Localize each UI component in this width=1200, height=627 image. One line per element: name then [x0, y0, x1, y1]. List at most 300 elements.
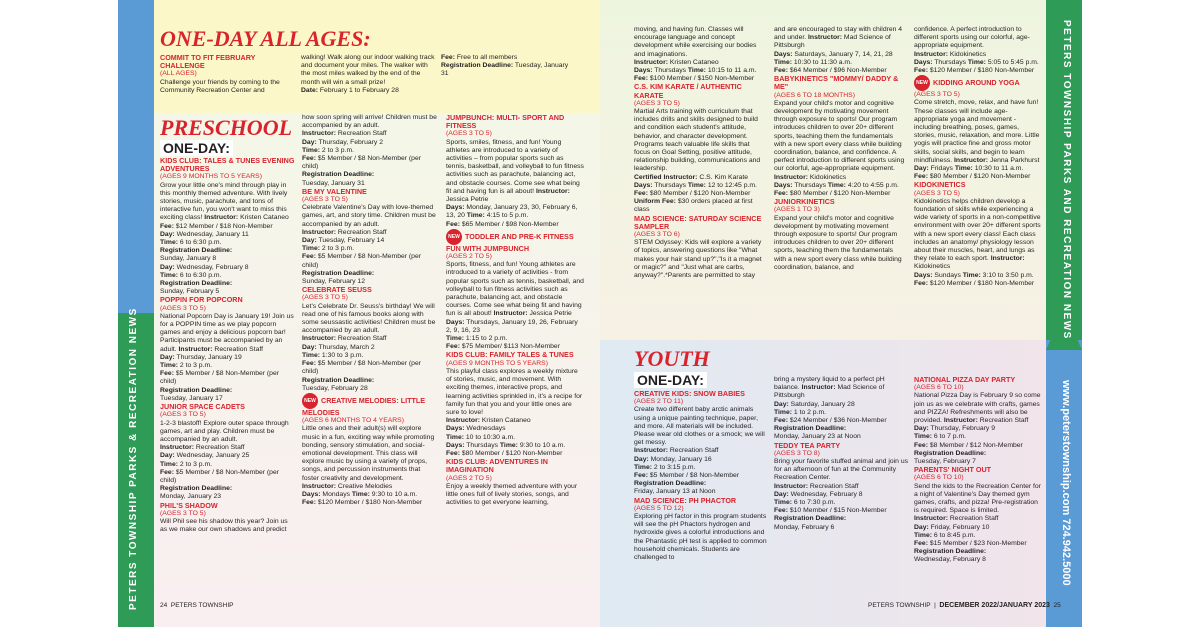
detail-label: Days:: [446, 425, 465, 433]
new-badge-icon: NEW: [302, 393, 318, 409]
detail-label: Registration Deadline:: [302, 376, 375, 384]
detail-label: Instructor:: [302, 130, 336, 138]
detail-label: Days:: [634, 181, 653, 189]
heading-one-day-preschool: ONE-DAY:: [160, 140, 233, 156]
right-col-2: [774, 26, 906, 336]
program-title: [914, 181, 1042, 189]
detail-value: 1:15 to 2 p.m.: [465, 335, 508, 343]
program-title: [160, 54, 296, 70]
detail-label: Fee:: [914, 279, 928, 287]
detail-value: Recreation Staff: [214, 345, 264, 353]
program-detail: [446, 261, 584, 318]
detail-value: Thursdays: [466, 441, 499, 449]
program-detail: [302, 270, 438, 278]
detail-label: Instructor:: [178, 345, 213, 353]
program-detail: [774, 100, 906, 174]
detail-value: 9:30 to 10 a.m.: [371, 490, 418, 498]
program-title: [914, 75, 1042, 91]
program-detail: [302, 491, 438, 499]
age-range: (AGES 9 MONTHS TO 5 YEARS): [160, 173, 262, 181]
detail-value: This playful class explores a weekly mixture of stories, music, and movement. With exciting themes, interactive props, and learning activities sprinkled in, it's a recipe for family fun that you and your little ones are sure to love!: [446, 367, 583, 416]
heading-one-day-all-ages: ONE-DAY ALL AGES:: [160, 26, 371, 51]
program-detail: [774, 483, 908, 491]
right-col-1: [634, 26, 766, 336]
detail-label: Instructor:: [634, 58, 668, 66]
program-title: [774, 75, 906, 91]
detail-value: Saturday, January 28: [790, 400, 855, 408]
detail-label: Time:: [466, 212, 485, 220]
age-range: (AGES 3 TO 5): [160, 509, 206, 517]
detail-label: Fee:: [446, 449, 460, 457]
detail-label: Day:: [160, 230, 175, 238]
program-detail: [302, 237, 438, 245]
program-title: [634, 83, 766, 99]
program-detail: [160, 182, 296, 223]
detail-label: Time:: [954, 165, 973, 173]
program-detail: [914, 548, 1042, 556]
detail-value: Expand your child's motor and cognitive development by motivating movement through exposure to sports! Our program introduces children to over 20+ different sports, teaching them the fundamentals with a new sport every class while building coordination, balance, and confidence. A perfect introduction to different sports using our colorful, age-appropriate equipment.: [774, 99, 905, 173]
detail-value: Sundays: [934, 271, 961, 279]
detail-label: Instructor:: [446, 417, 480, 425]
detail-value: Tuesday, February 14: [318, 237, 385, 245]
age-range: (AGES 1 TO 3): [774, 206, 820, 214]
detail-label: Fee:: [914, 540, 928, 548]
program-detail: [301, 54, 435, 87]
detail-value: Monday, January 23 at Noon: [774, 433, 861, 441]
program-title: [446, 458, 584, 474]
detail-label: Instructor:: [990, 255, 1025, 263]
age-range: (AGES 3 TO 6): [634, 231, 680, 239]
program-title: [914, 466, 1042, 474]
detail-value: Tuesday, January 31: [302, 179, 365, 187]
program-detail: [774, 26, 906, 51]
age-range: (AGES 2 TO 5): [446, 474, 492, 482]
detail-label: Fee:: [774, 67, 788, 75]
detail-value: 1 to 2 p.m.: [793, 408, 827, 416]
program-detail: [774, 458, 908, 483]
program-title-text: BE MY VALENTINE: [302, 186, 367, 196]
program-detail: [774, 491, 908, 499]
program-detail: [302, 344, 438, 352]
heading-youth: YOUTH: [634, 346, 710, 371]
program-title-text: JUNIOR SPACE CADETS: [160, 402, 245, 412]
detail-value: 6 to 8:45 p.m.: [933, 531, 976, 539]
detail-value: $5 Member / $8 Non-Member (per child): [302, 253, 421, 269]
program-detail: [914, 392, 1042, 425]
detail-value: and are encouraged to stay with children 4 and under.: [774, 26, 903, 42]
detail-value: Recreation Staff: [669, 447, 719, 455]
detail-label: Time:: [827, 181, 846, 189]
detail-label: Days:: [446, 204, 465, 212]
detail-label: Registration Deadline:: [160, 485, 233, 493]
detail-value: Recreation Staff: [809, 482, 859, 490]
detail-label: Fee:: [774, 507, 788, 515]
detail-label: Fee:: [302, 360, 316, 368]
program-detail: [914, 524, 1042, 532]
detail-value: $80 Member / $120 Non-Member: [789, 190, 891, 198]
age-range: (AGES 3 TO 5): [160, 411, 206, 419]
detail-label: Time:: [967, 58, 986, 66]
program-detail: [634, 464, 768, 472]
detail-label: Uniform Fee:: [634, 198, 676, 206]
program-detail: [774, 59, 906, 67]
program-detail: [302, 139, 438, 147]
detail-value: $120 Member / $180 Non-Member: [929, 279, 1035, 287]
program-detail: [302, 130, 438, 138]
detail-label: Instructor:: [774, 173, 808, 181]
program-detail: [774, 515, 908, 523]
detail-value: Mad Science of Pittsburgh: [774, 384, 885, 400]
detail-label: Fee:: [160, 222, 174, 230]
program-detail: [446, 319, 584, 335]
program-title-text: KIDS CLUB: FAMILY TALES & TUNES: [446, 350, 574, 360]
detail-value: Jessica Petrie: [529, 310, 572, 318]
program-detail: [914, 450, 1042, 458]
program-detail: [160, 239, 296, 247]
program-detail: [160, 354, 296, 362]
detail-label: Fee:: [160, 370, 174, 378]
program-title-text: JUNIORKINETICS: [774, 197, 835, 207]
detail-label: Registration Deadline:: [160, 386, 233, 394]
detail-value: Kidokinetics: [914, 263, 951, 271]
program-detail: [634, 239, 766, 280]
program-detail: [302, 155, 438, 171]
all-ages-col-2: [301, 54, 435, 110]
age-range: (ALL AGES): [160, 70, 197, 78]
detail-value: $5 Member / $8 Non-Member (per child): [302, 155, 421, 171]
detail-label: Time:: [302, 146, 321, 154]
detail-value: National Pizza Day is February 9 so come join us as we celebrate with crafts, games and PIZZA! Refreshments will also be provided.: [914, 392, 1041, 425]
detail-value: $80 Member / $120 Non-Member: [929, 173, 1031, 181]
detail-label: Instructor:: [160, 444, 194, 452]
all-ages-col-3: [441, 54, 575, 110]
program-detail: [914, 532, 1042, 540]
program-detail: [634, 480, 768, 488]
detail-label: Registration Deadline:: [160, 247, 233, 255]
program-title: [302, 188, 438, 196]
age-range: (AGES 9 MONTHS TO 5 YEARS): [446, 359, 548, 367]
program-detail: [160, 461, 296, 469]
detail-value: 10:30 to 11:30 a.m.: [793, 58, 852, 66]
detail-label: Fee:: [302, 499, 316, 507]
detail-label: Time:: [634, 463, 653, 471]
program-title-text: PARENTS' NIGHT OUT: [914, 465, 992, 475]
detail-label: Certified Instructor:: [634, 173, 698, 181]
program-title-text: C.S. KIM KARATE / AUTHENTIC KARATE: [634, 82, 742, 100]
program-detail: [302, 114, 438, 130]
detail-label: Time:: [160, 271, 179, 279]
detail-value: Little ones and their adult(s) will explore music in a fun, exciting way while promoting bonding, sensory stimulation, and social-emotional development. This class will explore music by using a variety of props, songs, and percussion instruments that foster creativity and development.: [302, 425, 435, 482]
detail-value: 2 to 3 p.m.: [321, 146, 355, 154]
detail-label: Fee:: [634, 190, 648, 198]
detail-value: C.S. Kim Karate: [699, 173, 749, 181]
preschool-col-1: [160, 157, 296, 597]
detail-value: Recreation Staff: [337, 228, 387, 236]
age-range: (AGES 3 TO 5): [914, 189, 960, 197]
detail-label: Day:: [302, 237, 317, 245]
program-detail: [160, 223, 296, 231]
program-title-text: BABYKINETICS "MOMMY/ DADDY & ME": [774, 74, 899, 92]
detail-value: $8 Member / $12 Non-Member: [929, 441, 1023, 449]
detail-value: 12 to 12:45 p.m.: [707, 181, 757, 189]
program-title: [774, 442, 908, 450]
detail-value: Exploring pH factor in this program students will see the pH Phactors hydrogen and hydroxide gives a colorful introductions and the Phantastic pH test is applied to common household chemicals. Students are challenged to: [634, 513, 767, 562]
program-title: [446, 229, 584, 253]
program-detail: [774, 524, 908, 532]
program-detail: [914, 433, 1042, 441]
detail-label: Time:: [687, 181, 706, 189]
program-title-text: CREATIVE MELODIES: LITTLE MELODIES: [302, 395, 426, 417]
detail-value: 2 to 3 p.m.: [321, 245, 355, 253]
detail-value: Monday, February 6: [774, 523, 835, 531]
issue-date: DECEMBER 2022/JANUARY 2023: [939, 602, 1050, 609]
program-detail: [160, 231, 296, 239]
program-detail: [302, 253, 438, 269]
detail-value: Thursday, March 2: [318, 343, 375, 351]
program-detail: [446, 442, 584, 450]
detail-value: Celebrate Valentine's Day with love-themed games, art, and story time. Children must be accompanied by an adult.: [302, 204, 436, 228]
age-range: (AGES 3 TO 5): [634, 99, 680, 107]
detail-label: Registration Deadline:: [774, 425, 847, 433]
program-detail: [914, 26, 1042, 51]
detail-value: $12 Member / $18 Non-Member: [175, 222, 273, 230]
program-detail: [914, 165, 1042, 173]
detail-label: Instructor:: [914, 50, 948, 58]
detail-value: Kidokinetics: [809, 173, 847, 181]
detail-value: Thursdays: [934, 58, 967, 66]
detail-value: $120 Member / $180 Non-Member: [929, 67, 1035, 75]
detail-label: Time:: [914, 433, 933, 441]
detail-value: Free to all members: [456, 54, 518, 61]
detail-label: Fee:: [774, 190, 788, 198]
program-detail: [160, 370, 296, 386]
program-title-text: CELEBRATE SEUSS: [302, 285, 372, 295]
left-page-number: 24: [160, 602, 168, 609]
detail-label: Fee:: [634, 75, 648, 83]
program-detail: [914, 280, 1042, 288]
program-detail: [446, 425, 584, 433]
detail-value: National Popcorn Day is January 19! Join us for a POPPIN time as we play popcorn games and enjoy a delicious popcorn bar! Participants must be accompanied by an adult.: [160, 312, 294, 353]
detail-label: Day:: [914, 523, 929, 531]
program-detail: [774, 376, 908, 401]
detail-label: Days:: [914, 271, 933, 279]
detail-value: $80 Member / $120 Non-Member: [649, 190, 751, 198]
detail-value: Thursday, February 9: [930, 425, 995, 433]
program-detail: [634, 513, 768, 562]
detail-value: Mondays: [322, 490, 350, 498]
program-detail: [302, 385, 438, 393]
program-title-text: CREATIVE KIDS: SNOW BABIES: [634, 390, 745, 398]
detail-label: Day:: [160, 263, 175, 271]
detail-label: Time:: [774, 58, 793, 66]
program-detail: [914, 198, 1042, 272]
detail-value: $75 Member/ $113 Non-Member: [461, 343, 560, 351]
detail-value: Monday, January 23: [160, 493, 222, 501]
program-detail: [302, 499, 438, 507]
program-title-text: JUMPBUNCH: MULTI- SPORT AND FITNESS: [446, 114, 565, 131]
detail-value: Friday, February 10: [930, 523, 990, 531]
detail-value: Recreation Staff: [337, 130, 387, 138]
age-range: (AGES 6 TO 18 MONTHS): [774, 91, 855, 99]
program-detail: [160, 79, 296, 95]
detail-value: $5 Member / $8 Non-Member (per child): [160, 370, 279, 386]
program-detail: [160, 272, 296, 280]
detail-value: February 1 to February 28: [319, 86, 399, 94]
program-detail: [302, 147, 438, 155]
program-detail: [914, 99, 1042, 165]
detail-label: Days:: [774, 181, 793, 189]
detail-label: Time:: [774, 408, 793, 416]
detail-value: 6 to 7:30 p.m.: [793, 499, 836, 507]
program-title: [160, 296, 296, 304]
program-detail: [774, 215, 906, 272]
detail-value: Wednesday, February 8: [914, 556, 986, 564]
detail-label: Days:: [914, 58, 933, 66]
detail-label: Days:: [302, 490, 321, 498]
preschool-col-3: [446, 114, 584, 598]
detail-value: Come stretch, move, relax, and have fun! These classes will include age-appropriate yoga and movement -including breathing, poses, games, stories, music, relaxation, and more. Little yogis will practice fine and gross motor skills, social skills, and begin to learn mindfulness.: [914, 99, 1040, 164]
heading-preschool: PRESCHOOL: [160, 115, 293, 140]
detail-value: 6 to 6:30 p.m.: [179, 271, 222, 279]
program-detail: [914, 540, 1042, 548]
detail-label: Registration Deadline:: [634, 480, 707, 488]
program-detail: [160, 469, 296, 485]
detail-value: 2 to 3 p.m.: [179, 362, 213, 370]
program-title: [634, 497, 768, 505]
program-title: [160, 502, 296, 510]
detail-label: Fee:: [441, 54, 455, 61]
program-title-text: POPPIN FOR POPCORN: [160, 295, 243, 305]
detail-label: Fee:: [446, 220, 460, 228]
detail-value: 2 to 3:15 p.m.: [653, 463, 696, 471]
program-title: [302, 393, 438, 417]
program-detail: [634, 472, 768, 480]
detail-value: moving, and having fun. Classes will encourage language and concept development while exercising our bodies and imaginations.: [634, 26, 757, 58]
detail-value: Enjoy a weekly themed adventure with your little ones full of lively stories, songs, and activities to get everyone learning,: [446, 482, 578, 507]
age-range: (AGES 3 TO 5): [302, 294, 348, 302]
program-detail: [302, 171, 438, 179]
detail-label: Instructor:: [801, 384, 836, 392]
program-title: [446, 351, 584, 359]
detail-value: $65 Member / $98 Non-Member: [461, 220, 559, 228]
detail-label: Day:: [634, 455, 649, 463]
program-detail: [302, 377, 438, 385]
program-detail: [774, 51, 906, 59]
detail-value: Friday, January 13 at Noon: [634, 488, 716, 496]
detail-value: bring a mystery liquid to a perfect pH balance.: [774, 376, 885, 392]
detail-value: 2 to 3 p.m.: [179, 460, 213, 468]
footer-right: PETERS TOWNSHIP | DECEMBER 2022/JANUARY 2023 25: [868, 602, 1061, 609]
detail-label: Days:: [634, 67, 653, 75]
program-detail: [914, 272, 1042, 280]
detail-value: 10:30 to 11 a.m.: [974, 165, 1024, 173]
program-detail: [446, 221, 584, 229]
right-page-number: 25: [1053, 602, 1061, 609]
right-col-3: [914, 26, 1042, 336]
detail-value: 6 to 6:30 p.m.: [179, 239, 222, 247]
right-sidebar-title: PETERS TOWNSHIP PARKS AND RECREATION NEWS: [1061, 20, 1072, 340]
detail-value: Martial Arts training with curriculum that includes drills and skills designed to build and condition each student's attitude, behavior, and character development. Programs teach valuable life skills that focus on Goal Setting, positive attitude, relationship building, communications and leadership.: [634, 108, 761, 173]
detail-value: 1:30 to 3 p.m.: [321, 351, 364, 359]
detail-label: Instructor:: [535, 187, 570, 195]
age-range: (AGES 3 TO 5): [446, 130, 492, 138]
detail-label: Registration Deadline:: [302, 171, 375, 179]
program-title-text: COMMIT TO FIT FEBRUARY CHALLENGE: [160, 54, 256, 71]
program-detail: [774, 507, 908, 515]
detail-value: 4:15 to 5 p.m.: [486, 212, 529, 220]
program-detail: [160, 444, 296, 452]
youth-col-2: [774, 376, 908, 596]
new-badge-icon: NEW: [446, 229, 462, 245]
program-detail: [446, 139, 584, 205]
detail-label: Day:: [914, 165, 929, 173]
program-detail: [774, 417, 908, 425]
program-detail: [634, 59, 766, 67]
detail-label: Registration Deadline:: [302, 269, 375, 277]
program-title: [914, 376, 1042, 384]
detail-value: $30 orders placed at first class: [634, 198, 753, 214]
detail-value: Tuesday, January 31: [441, 62, 569, 78]
program-detail: [446, 417, 584, 425]
age-range: (AGES 3 TO 5): [914, 91, 960, 99]
program-detail: [634, 67, 766, 75]
detail-value: Expand your child's motor and cognitive development by motivating movement through exposure to sports! Our program introduces children to over 20+ different sports, teaching them the fundamentals with a new sport every class while building coordination, balance, and: [774, 214, 902, 271]
program-detail: [634, 456, 768, 464]
detail-value: Thursdays: [654, 67, 687, 75]
detail-label: Instructor:: [302, 335, 336, 343]
detail-value: 4:20 to 4:55 p.m.: [847, 181, 899, 189]
age-range: (AGES 6 TO 10): [914, 384, 964, 392]
detail-value: Recreation Staff: [337, 335, 387, 343]
detail-value: Thursday, January 19: [176, 353, 242, 361]
detail-label: Time:: [160, 362, 179, 370]
age-range: (AGES 2 TO 11): [634, 398, 684, 406]
detail-label: Fee:: [160, 468, 174, 476]
program-detail: [634, 406, 768, 447]
program-detail: [914, 425, 1042, 433]
program-title-text: PHIL'S SHADOW: [160, 500, 218, 510]
detail-label: Time:: [302, 351, 321, 359]
program-detail: [302, 360, 438, 376]
program-detail: [914, 51, 1042, 59]
program-title: [302, 286, 438, 294]
detail-value: $24 Member / $36 Non-Member: [789, 417, 887, 425]
detail-value: $120 Member / $180 Non-Member: [317, 499, 423, 507]
right-publication-name: PETERS TOWNSHIP: [868, 602, 931, 609]
program-detail: [914, 483, 1042, 516]
detail-label: Fee:: [914, 441, 928, 449]
detail-value: Recreation Staff: [195, 444, 245, 452]
program-detail: [634, 174, 766, 182]
detail-value: Wednesday, February 8: [790, 490, 863, 498]
detail-value: 3:10 to 3:50 p.m.: [982, 271, 1034, 279]
detail-value: Kristen Cataneo: [240, 214, 289, 222]
program-title: [774, 198, 906, 206]
detail-value: $5 Member / $8 Non-Member: [649, 472, 740, 480]
program-detail: [634, 447, 768, 455]
program-detail: [160, 280, 296, 288]
detail-value: 1-2-3 blastoff! Explore outer space through games, art and play. Children must be accompanied by an adult.: [160, 419, 289, 443]
age-range: (AGES 6 MONTHS TO 4 YEARS): [302, 417, 404, 425]
detail-label: Time:: [160, 460, 179, 468]
program-detail: [302, 352, 438, 360]
detail-value: Thursdays: [794, 181, 827, 189]
detail-value: Kidokinetics: [949, 50, 987, 58]
detail-value: Recreation Staff: [949, 515, 999, 523]
age-range: (AGES 3 TO 5): [302, 196, 348, 204]
detail-label: Registration Deadline:: [914, 548, 987, 556]
detail-value: Create two different baby arctic animals using a unique painting technique, paper, and more. All materials will be included. Please wear old clothes or a smock; we will get messy.: [634, 406, 765, 447]
